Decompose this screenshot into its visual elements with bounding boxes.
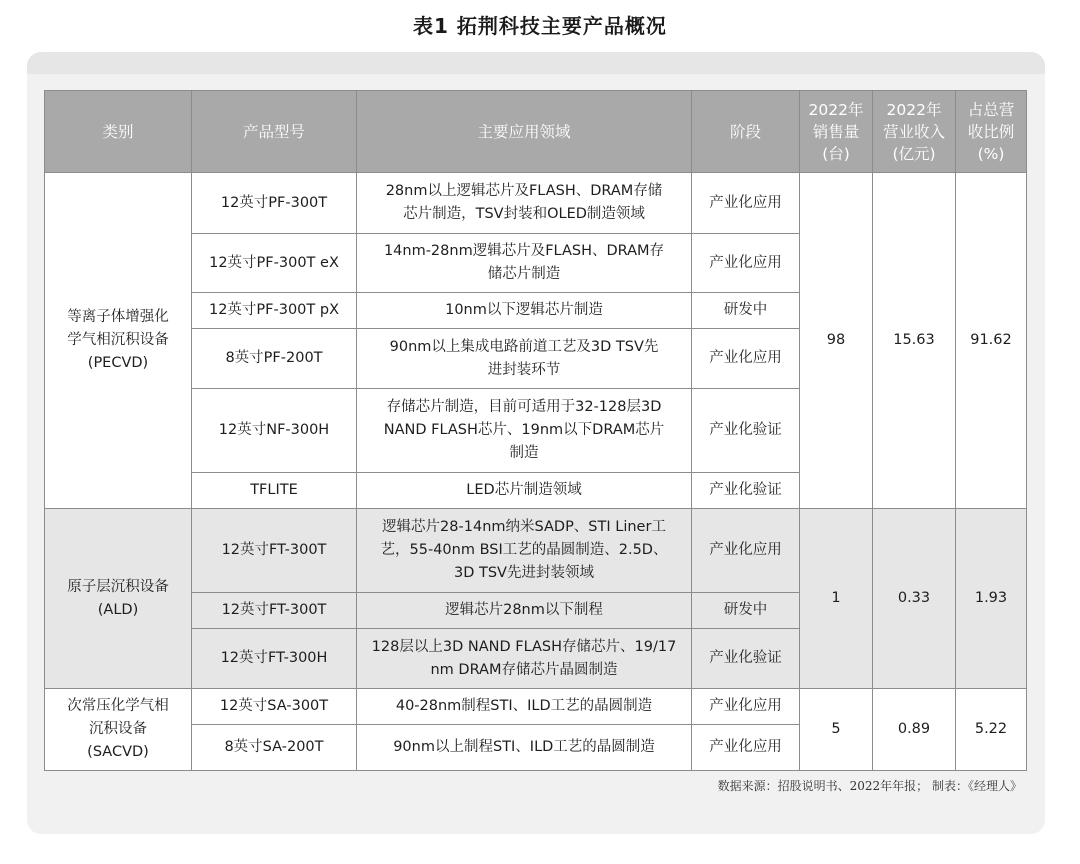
header-revenue: 2022年 营业收入 (亿元) [873,91,956,173]
model-cell: 12英寸FT-300T [192,509,357,593]
application-cell: 40-28nm制程STI、ILD工艺的晶圆制造 [357,689,692,725]
category-cell: 次常压化学气相 沉积设备 (SACVD) [45,689,192,771]
share-cell: 1.93 [956,509,1027,689]
table-title: 表1 拓荆科技主要产品概况 [413,14,667,38]
header-sales: 2022年 销售量 (台) [800,91,873,173]
sales-cell: 98 [800,173,873,509]
table-panel-header-strip [27,52,1045,74]
stage-cell: 研发中 [692,293,800,329]
header-share: 占总营 收比例 (%) [956,91,1027,173]
stage-cell: 产业化应用 [692,173,800,234]
share-cell: 91.62 [956,173,1027,509]
application-cell: 逻辑芯片28nm以下制程 [357,593,692,629]
model-cell: 8英寸SA-200T [192,725,357,771]
model-cell: 12英寸NF-300H [192,389,357,473]
table-header-row [45,91,1027,173]
application-cell: 14nm-28nm逻辑芯片及FLASH、DRAM存 储芯片制造 [357,234,692,293]
header-model: 产品型号 [192,91,357,173]
table-row [45,509,1027,593]
revenue-cell: 0.89 [873,689,956,771]
application-cell: 10nm以下逻辑芯片制造 [357,293,692,329]
product-table [44,90,1027,771]
application-cell: 90nm以上集成电路前道工艺及3D TSV先 进封装环节 [357,329,692,389]
stage-cell: 产业化验证 [692,389,800,473]
stage-cell: 产业化应用 [692,509,800,593]
stage-cell: 产业化应用 [692,689,800,725]
model-cell: 8英寸PF-200T [192,329,357,389]
revenue-cell: 0.33 [873,509,956,689]
model-cell: 12英寸PF-300T eX [192,234,357,293]
header-stage: 阶段 [692,91,800,173]
category-cell: 等离子体增强化 学气相沉积设备 (PECVD) [45,173,192,509]
application-cell: 28nm以上逻辑芯片及FLASH、DRAM存储 芯片制造，TSV封装和OLED制造领域 [357,173,692,234]
table-row [45,173,1027,234]
model-cell: 12英寸FT-300H [192,629,357,689]
revenue-cell: 15.63 [873,173,956,509]
table-row [45,689,1027,725]
stage-cell: 产业化应用 [692,725,800,771]
application-cell: 存储芯片制造，目前可适用于32-128层3D NAND FLASH芯片、19nm以下DRAM芯片 制造 [357,389,692,473]
stage-cell: 产业化验证 [692,473,800,509]
application-cell: 90nm以上制程STI、ILD工艺的晶圆制造 [357,725,692,771]
model-cell: 12英寸PF-300T [192,173,357,234]
application-cell: 128层以上3D NAND FLASH存储芯片、19/17 nm DRAM存储芯片晶圆制造 [357,629,692,689]
model-cell: 12英寸SA-300T [192,689,357,725]
application-cell: LED芯片制造领域 [357,473,692,509]
category-cell: 原子层沉积设备 (ALD) [45,509,192,689]
model-cell: TFLITE [192,473,357,509]
application-cell: 逻辑芯片28-14nm纳米SADP、STI Liner工 艺，55-40nm BSI工艺的晶圆制造、2.5D、 3D TSV先进封装领域 [357,509,692,593]
sales-cell: 1 [800,509,873,689]
share-cell: 5.22 [956,689,1027,771]
model-cell: 12英寸FT-300T [192,593,357,629]
stage-cell: 产业化应用 [692,234,800,293]
stage-cell: 研发中 [692,593,800,629]
stage-cell: 产业化应用 [692,329,800,389]
header-application: 主要应用领域 [357,91,692,173]
model-cell: 12英寸PF-300T pX [192,293,357,329]
header-category: 类别 [45,91,192,173]
source-note: 数据来源：招股说明书、2022年年报； 制表：《经理人》 [717,779,1022,793]
sales-cell: 5 [800,689,873,771]
stage-cell: 产业化验证 [692,629,800,689]
